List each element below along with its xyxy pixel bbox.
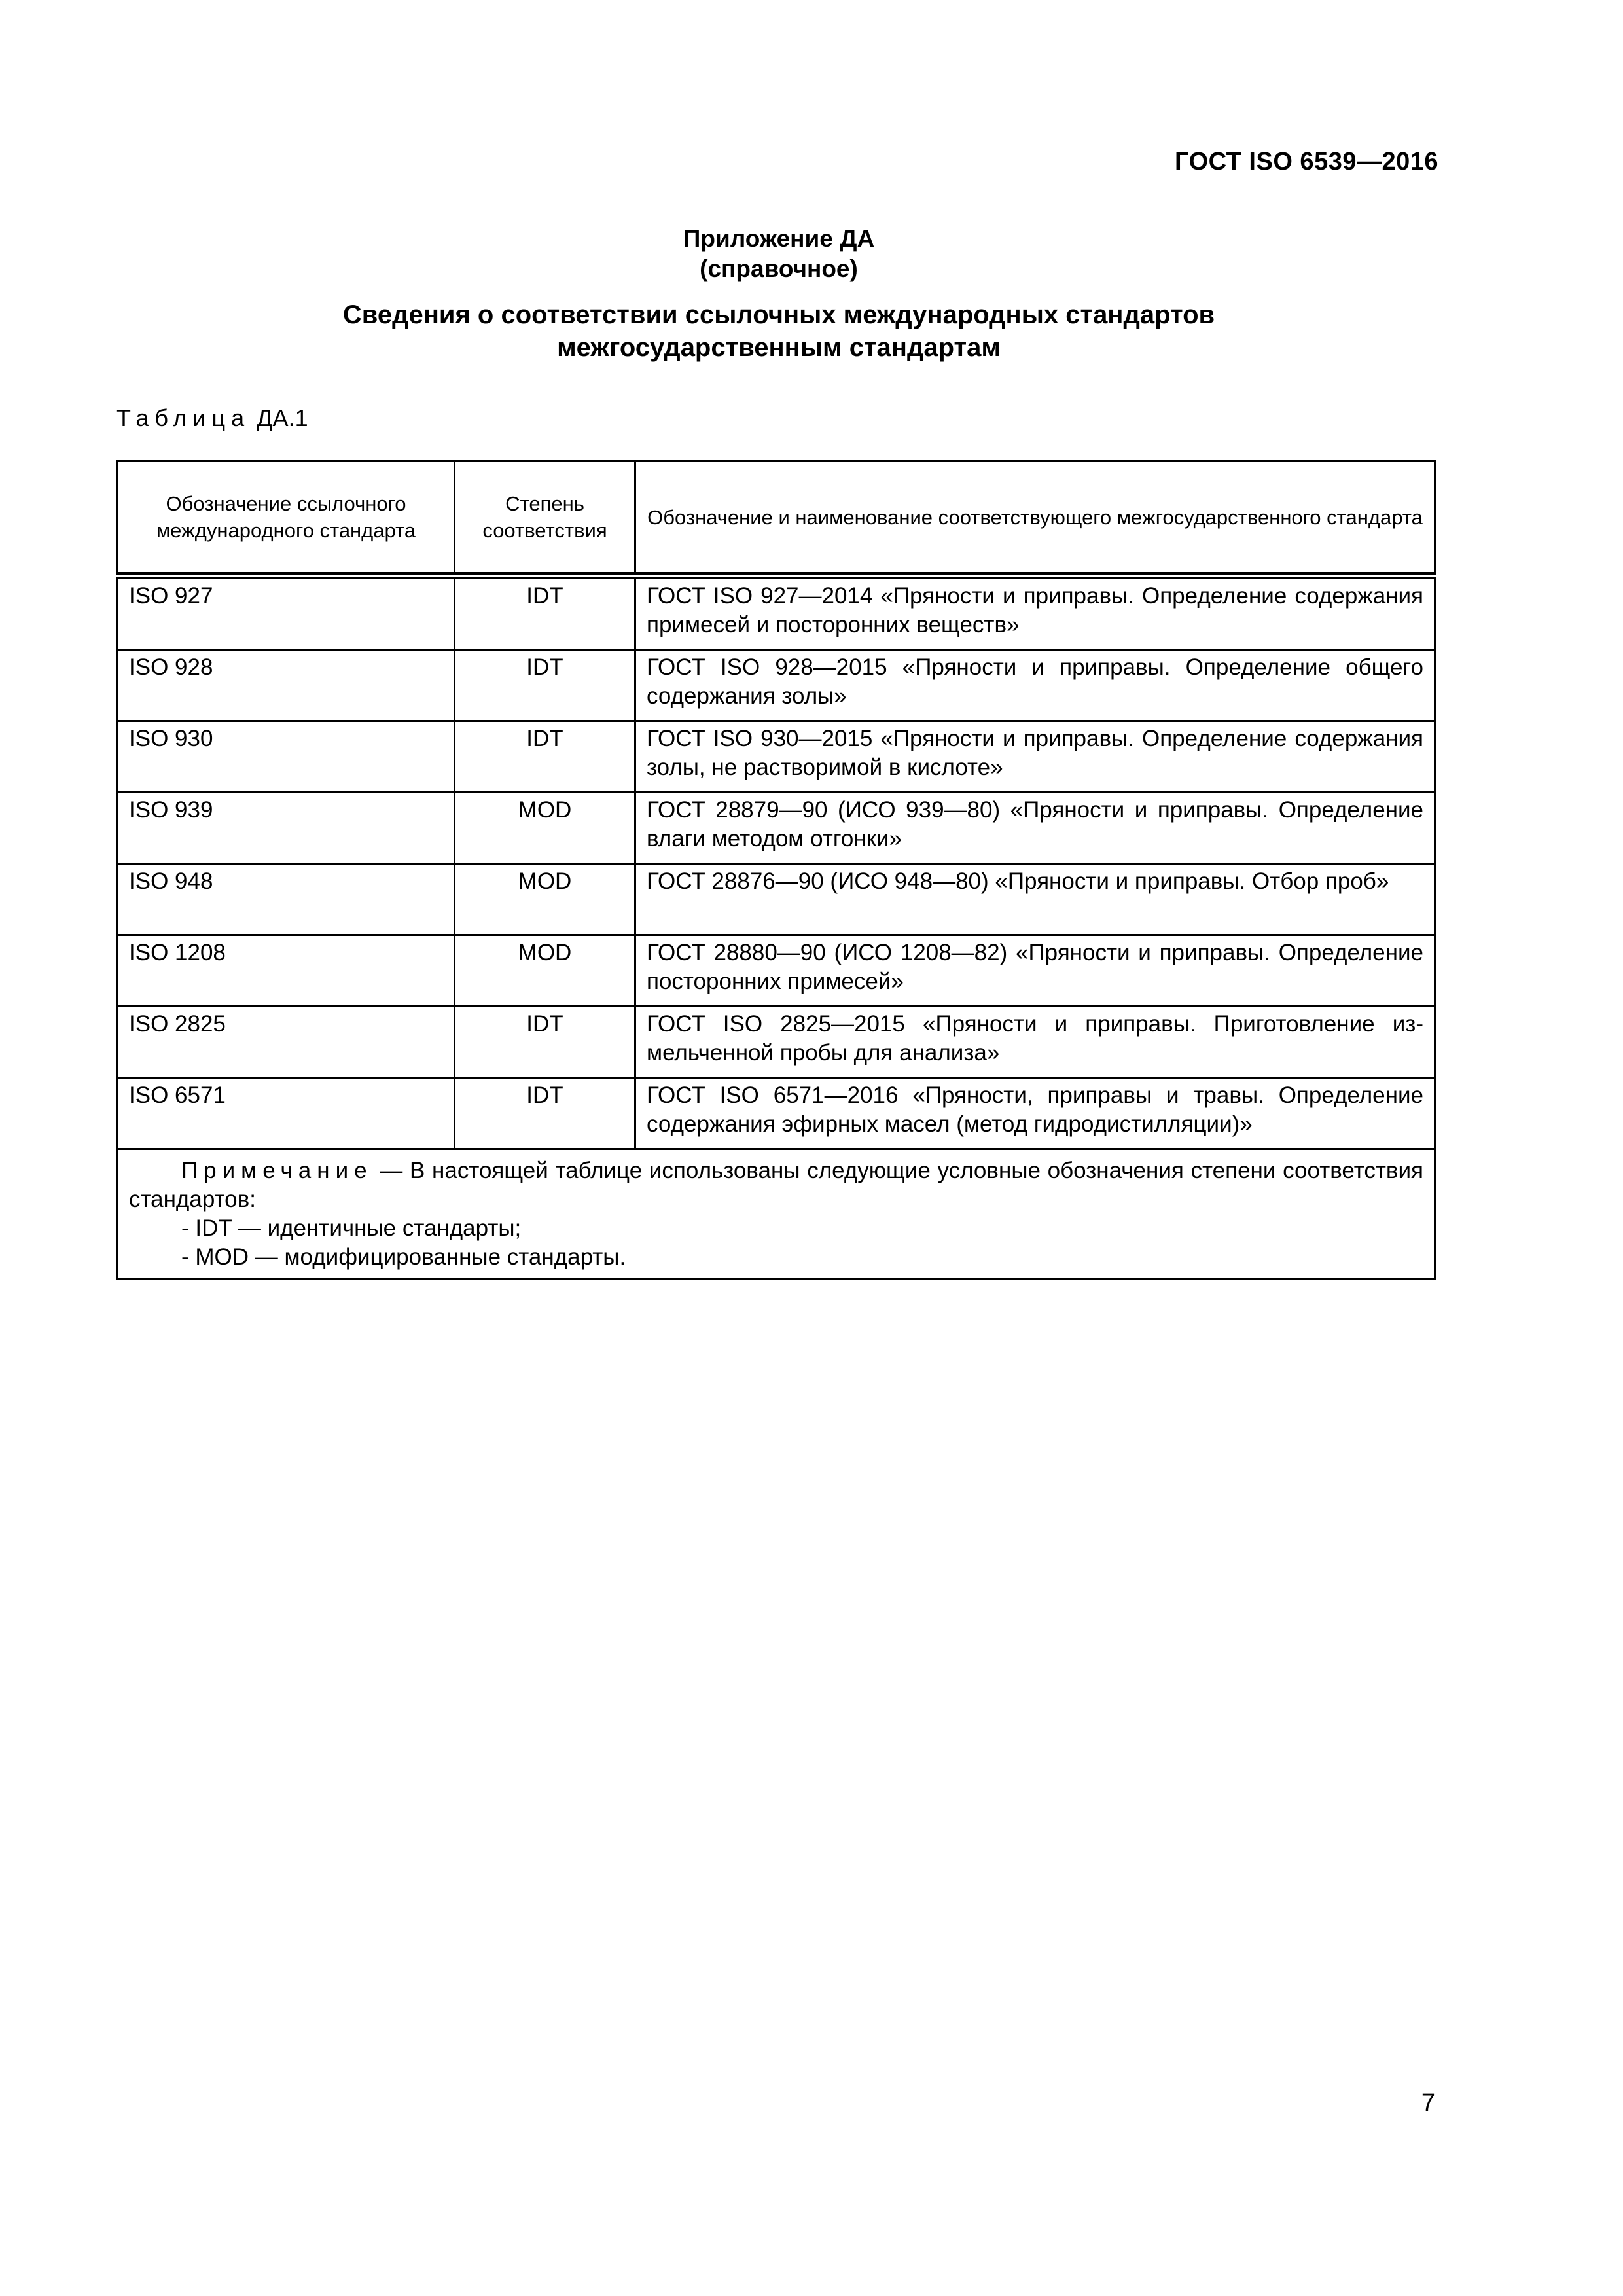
note-item-mod: - MOD — модифицированные стандарты. xyxy=(181,1244,626,1270)
cell-degree: MOD xyxy=(455,864,635,935)
cell-code: ISO 927 xyxy=(118,576,455,650)
table-note xyxy=(118,1149,1435,1280)
column-header-code: Обозначение ссылочного международного стандарта xyxy=(118,461,455,576)
appendix-heading xyxy=(0,224,1558,284)
cell-description: ГОСТ ISO 930—2015 «Пряности и приправы. Определение содержания золы, не растворимой в кислоте» xyxy=(635,721,1435,793)
cell-description: ГОСТ 28880—90 (ИСО 1208—82) «Пряности и приправы. Определение посторонних примесей» xyxy=(635,935,1435,1007)
cell-code: ISO 930 xyxy=(118,721,455,793)
table-row xyxy=(118,935,1435,1007)
cell-degree: IDT xyxy=(455,1078,635,1149)
cell-description: ГОСТ ISO 6571—2016 «Пряности, приправы и травы. Определение содержания эфирных масел (метод гидродистилляции)» xyxy=(635,1078,1435,1149)
table-row xyxy=(118,576,1435,650)
note-item-idt: - IDT — идентичные стандарты; xyxy=(181,1215,522,1241)
document-title xyxy=(0,298,1558,364)
correspondence-table-wrap xyxy=(116,460,1436,1280)
cell-code: ISO 2825 xyxy=(118,1007,455,1078)
cell-description: ГОСТ 28876—90 (ИСО 948—80) «Пряности и приправы. Отбор проб» xyxy=(635,864,1435,935)
cell-degree: IDT xyxy=(455,1007,635,1078)
column-header-degree: Степень соответствия xyxy=(455,461,635,576)
cell-degree: IDT xyxy=(455,576,635,650)
cell-description: ГОСТ ISO 2825—2015 «Пряности и приправы. Приготовление измельченной пробы для анализа» xyxy=(635,1007,1435,1078)
column-header-description: Обозначение и наименование соответствующего межгосударственного стандарта xyxy=(635,461,1435,576)
cell-code: ISO 939 xyxy=(118,793,455,864)
cell-degree: IDT xyxy=(455,650,635,721)
table-row xyxy=(118,1078,1435,1149)
cell-code: ISO 6571 xyxy=(118,1078,455,1149)
cell-degree: MOD xyxy=(455,793,635,864)
table-row xyxy=(118,1007,1435,1078)
table-row xyxy=(118,793,1435,864)
appendix-name: Приложение ДА xyxy=(683,225,875,252)
correspondence-table xyxy=(116,460,1436,1280)
appendix-type: (справочное) xyxy=(700,255,858,282)
table-caption-label: Таблица xyxy=(116,404,251,431)
table-caption xyxy=(116,404,308,432)
table-row xyxy=(118,650,1435,721)
cell-degree: MOD xyxy=(455,935,635,1007)
cell-description: ГОСТ ISO 927—2014 «Пряности и приправы. Определение содержания примесей и посторонних веществ» xyxy=(635,576,1435,650)
page-number: 7 xyxy=(1421,2089,1435,2117)
cell-code: ISO 948 xyxy=(118,864,455,935)
note-intro xyxy=(129,1157,1423,1214)
table-row xyxy=(118,721,1435,793)
note-text: — В настоящей таблице использованы следующие условные обозначения степени соответствия стандартов: xyxy=(129,1158,1423,1212)
cell-code: ISO 1208 xyxy=(118,935,455,1007)
standard-code: ГОСТ ISO 6539—2016 xyxy=(1175,148,1438,175)
title-line-1: Сведения о соответствии ссылочных международных стандартов xyxy=(342,300,1215,329)
cell-description: ГОСТ 28879—90 (ИСО 939—80) «Пряности и приправы. Определение влаги методом отгонки» xyxy=(635,793,1435,864)
title-line-2: межгосударственным стандартам xyxy=(557,333,1001,362)
table-note-row xyxy=(118,1149,1435,1280)
table-caption-number: ДА.1 xyxy=(257,404,308,431)
cell-code: ISO 928 xyxy=(118,650,455,721)
table-header-row xyxy=(118,461,1435,576)
note-label: Примечание xyxy=(181,1158,373,1183)
cell-description: ГОСТ ISO 928—2015 «Пряности и приправы. Определение общего содержания золы» xyxy=(635,650,1435,721)
cell-degree: IDT xyxy=(455,721,635,793)
table-row xyxy=(118,864,1435,935)
